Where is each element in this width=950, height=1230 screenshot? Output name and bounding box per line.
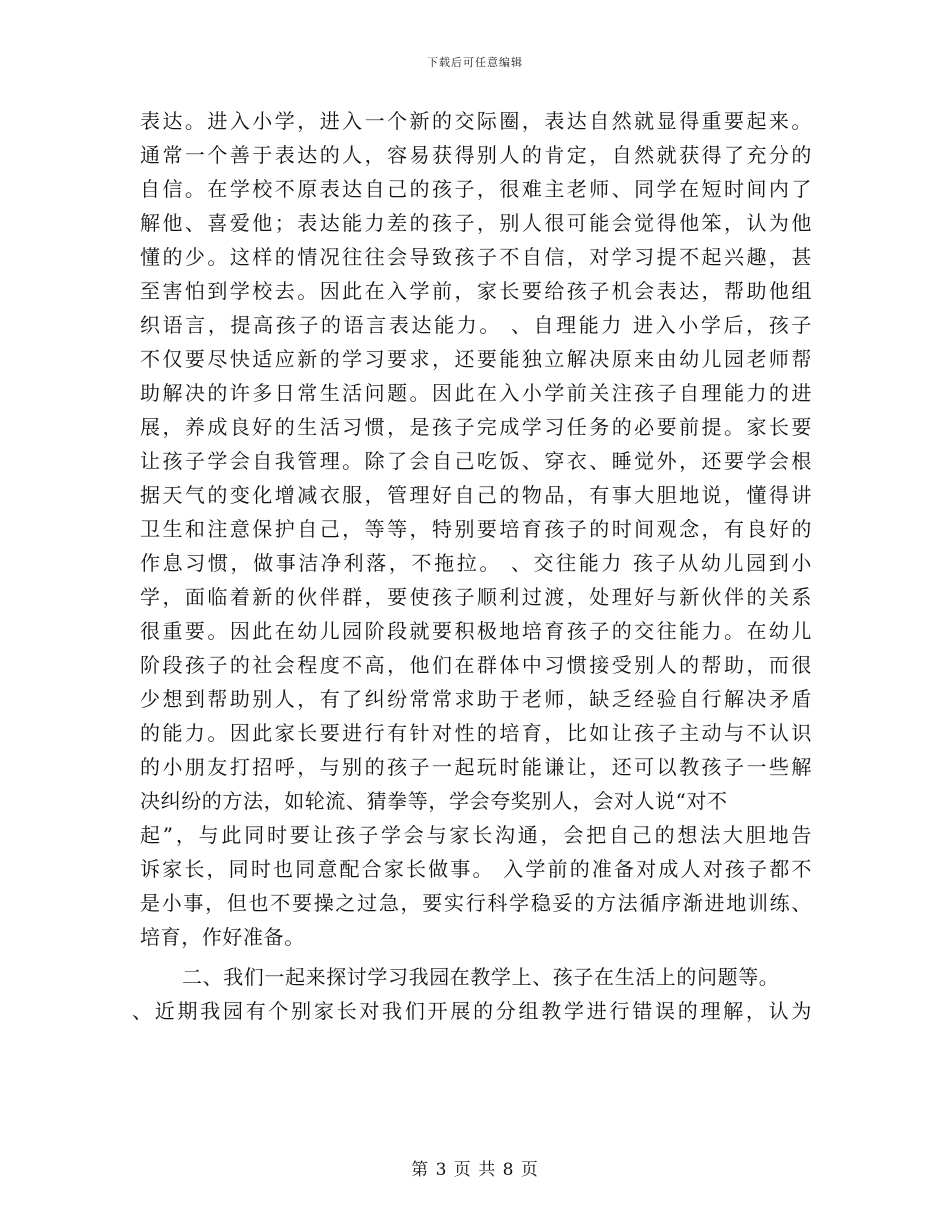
section-heading-line: 二、我们一起来探讨学习我园在教学上、孩子在生活上的问题等。 [182, 965, 780, 989]
text-line: 自信。在学校不原表达自己的孩子，很难主老师、同学在短时间内了 [140, 177, 812, 201]
text-line: 通常一个善于表达的人，容易获得别人的肯定，自然就获得了充分的 [140, 143, 812, 167]
text-line: 决纠纷的方法，如轮流、猜拳等，学会夸奖别人，会对人说“对不 [140, 789, 728, 813]
page-header: 下载后可任意编辑 [427, 56, 523, 69]
text-line: 据天气的变化增减衣服，管理好自己的物品，有事大胆地说，懂得讲 [140, 483, 812, 507]
text-line: 让孩子学会自我管理。除了会自己吃饭、穿衣、睡觉外，还要学会根 [140, 449, 812, 473]
text-line: 、近期我园有个别家长对我们开展的分组教学进行错误的理解，认为 [132, 999, 812, 1023]
text-line: 助解决的许多日常生活问题。因此在入小学前关注孩子自理能力的进 [140, 381, 812, 405]
text-line: 是小事，但也不要操之过急，要实行科学稳妥的方法循序渐进地训练、 [140, 891, 812, 915]
text-line: 卫生和注意保护自己，等等，特别要培育孩子的时间观念，有良好的 [140, 517, 812, 541]
text-line: 起”，与此同时要让孩子学会与家长沟通，会把自己的想法大胆地告 [140, 823, 812, 847]
document-body [132, 104, 812, 1028]
text-line: 展，养成良好的生活习惯，是孩子完成学习任务的必要前提。家长要 [140, 415, 812, 439]
text-line: 阶段孩子的社会程度不高，他们在群体中习惯接受别人的帮助，而很 [140, 653, 812, 677]
text-line: 织语言，提高孩子的语言表达能力。 、自理能力 进入小学后，孩子 [140, 313, 812, 337]
text-line: 少想到帮助别人，有了纠纷常常求助于老师，缺乏经验自行解决矛盾 [140, 687, 812, 711]
text-line: 懂的少。这样的情况往往会导致孩子不自信，对学习提不起兴趣，甚 [140, 245, 812, 269]
text-line: 作息习惯，做事洁净利落，不拖拉。 、交往能力 孩子从幼儿园到小 [140, 551, 812, 575]
text-line: 培育，作好准备。 [140, 925, 305, 949]
text-line: 学，面临着新的伙伴群，要使孩子顺利过渡，处理好与新伙伴的关系 [140, 585, 812, 609]
text-line: 很重要。因此在幼儿园阶段就要积极地培育孩子的交往能力。在幼儿 [140, 619, 812, 643]
text-line: 诉家长，同时也同意配合家长做事。 入学前的准备对成人对孩子都不 [140, 857, 812, 881]
text-line: 不仅要尽快适应新的学习要求，还要能独立解决原来由幼儿园老师帮 [140, 347, 812, 371]
text-line: 表达。进入小学，进入一个新的交际圈，表达自然就显得重要起来。 [140, 109, 812, 133]
text-line: 的小朋友打招呼，与别的孩子一起玩时能谦让，还可以教孩子一些解 [140, 755, 812, 779]
text-line: 至害怕到学校去。因此在入学前，家长要给孩子机会表达，帮助他组 [140, 279, 812, 303]
text-line: 的能力。因此家长要进行有针对性的培育，比如让孩子主动与不认识 [140, 721, 812, 745]
page-footer: 第 3 页 共 8 页 [411, 1160, 539, 1180]
text-line: 解他、喜爱他；表达能力差的孩子，别人很可能会觉得他笨，认为他 [140, 211, 812, 235]
